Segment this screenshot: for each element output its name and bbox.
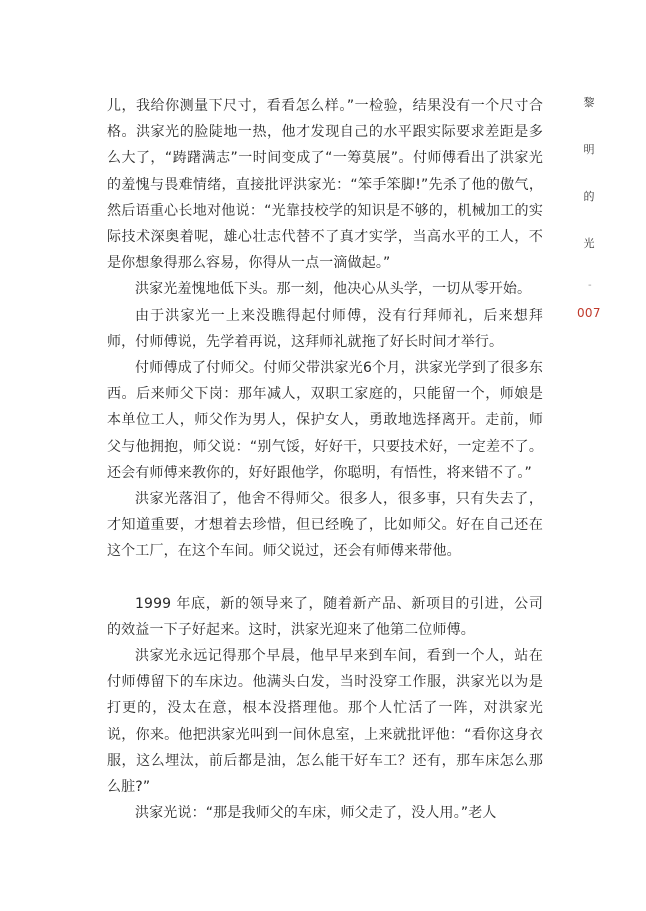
running-title [582,96,596,284]
page-body-text [107,93,543,826]
page-number: 007 [577,306,601,320]
paragraph-7: 洪家光永远记得那个早晨，他早早来到车间，看到一个人，站在付师傅留下的车床边。他满头白发，当时没穿工作服，洪家光以为是打更的，没太在意，根本没搭理他。那个人忙活了一阵，对洪家光说，你来。他把洪家光叫到一间休息室，上来就批评他：“看你这身衣服，这么埋汰，前后都是油，怎么能干好车工？还有，那车床怎么那么脏?” [107,648,543,796]
running-title-char: 黎 [583,96,595,109]
running-title-char: 明 [583,143,595,156]
paragraph-1: 儿，我给你测量下尺寸，看看怎么样。”一检验，结果没有一个尺寸合格。洪家光的脸陡地一热，他才发现自己的水平跟实际要求差距是多么大了，“踌躇满志”一时间变成了“一筹莫展”。付师傅看出了洪家光的羞愧与畏难情绪，直接批评洪家光：“笨手笨脚!”先杀了他的傲气，然后语重心长地对他说：“光靠技校学的知识是不够的，机械加工的实际技术深奥着呢，雄心壮志代替不了真才实学，当高水平的工人，不是你想象得那么容易，你得从一点一滴做起。” [107,98,543,272]
paragraph-6: 1999 年底，新的领导来了，随着新产品、新项目的引进，公司的效益一下子好起来。这时，洪家光迎来了他第二位师傅。 [107,595,543,638]
paragraph-8: 洪家光说：“那是我师父的车床，师父走了，没人用。”老人 [135,805,497,822]
paragraph-2: 洪家光羞愧地低下头。那一刻，他决心从头学，一切从零开始。 [135,281,532,298]
paragraph-5: 洪家光落泪了，他舍不得师父。很多人，很多事，只有失去了，才知道重要，才想着去珍惜，但已经晚了，比如师父。好在自己还在这个工厂，在这个车间。师父说过，还会有师傅来带他。 [107,491,543,560]
section-break [107,565,543,591]
paragraph-4: 付师傅成了付师父。付师父带洪家光6个月，洪家光学到了很多东西。后来师父下岗：那年减人，双职工家庭的，只能留一个，师娘是本单位工人，师父作为男人，保护女人，勇敢地选择离开。走前，师父与他拥抱，师父说：“别气馁，好好干，只要技术好，一定差不了。还会有师傅来教你的，好好跟他学，你聪明，有悟性，将来错不了。” [107,360,543,481]
running-title-separator: - [588,280,592,291]
running-title-char: 光 [583,237,595,250]
running-title-char: 的 [583,190,595,203]
paragraph-3: 由于洪家光一上来没瞧得起付师傅，没有行拜师礼，后来想拜师，付师傅说，先学着再说，这拜师礼就拖了好长时间才举行。 [107,307,543,350]
